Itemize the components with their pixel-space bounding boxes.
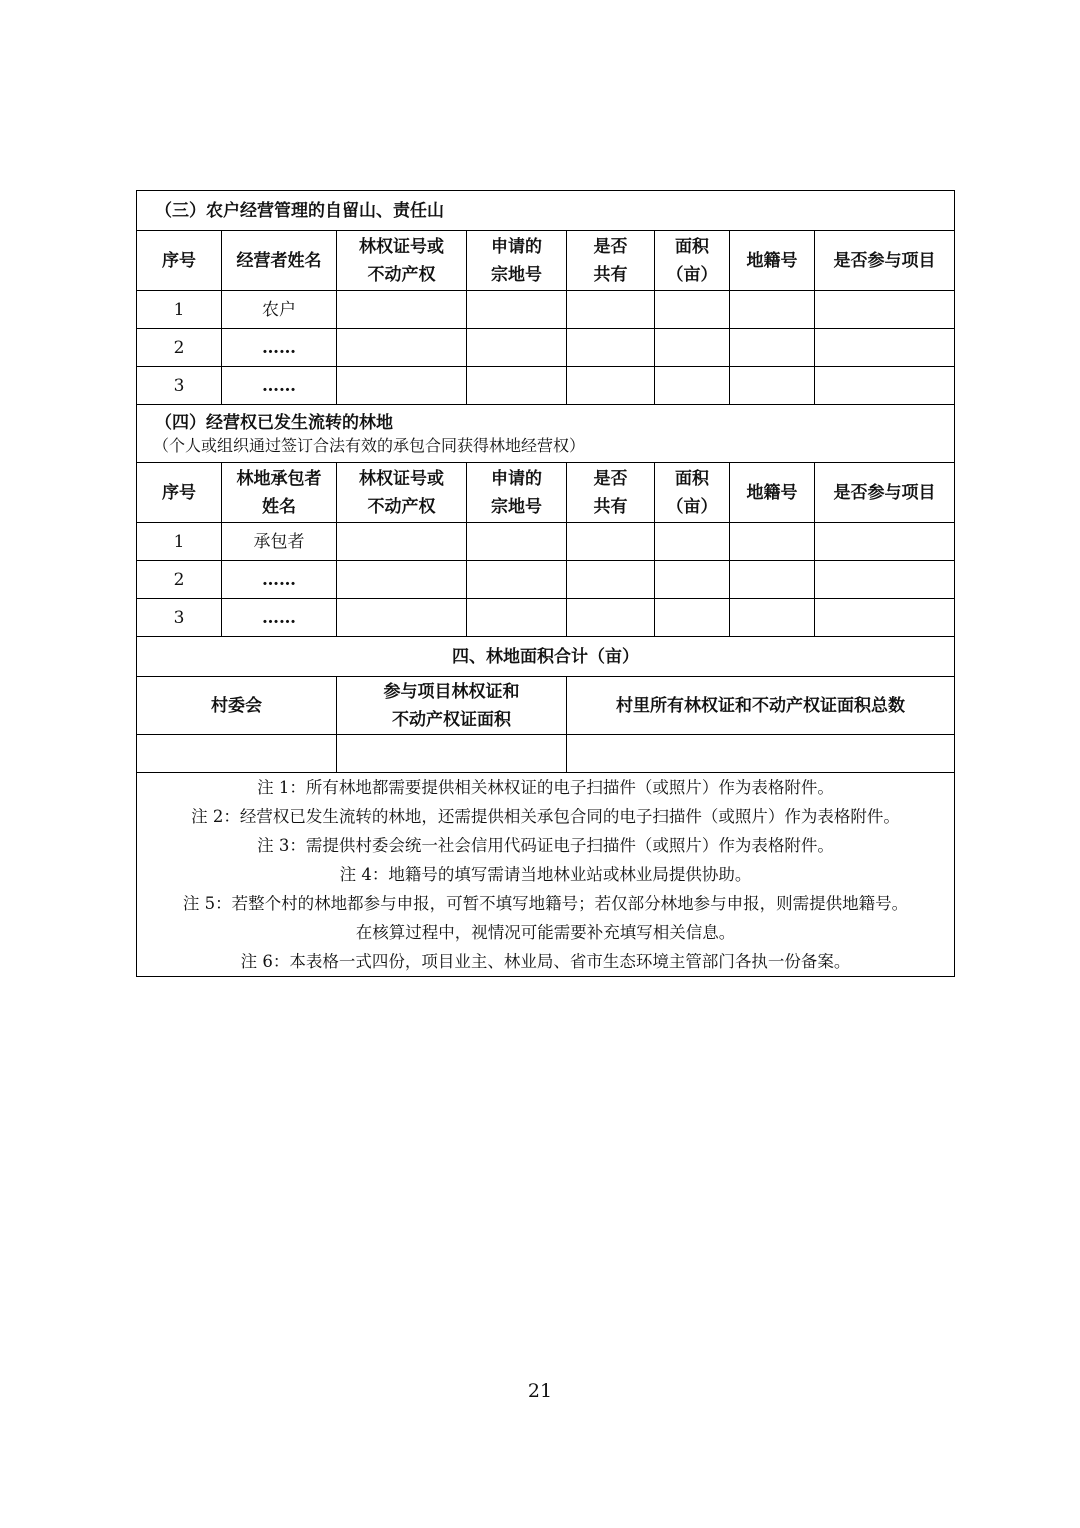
total-area-title: 四、林地面积合计（亩） [137, 637, 955, 677]
header-cadastral-no: 地籍号 [730, 231, 815, 291]
empty-cell[interactable] [567, 599, 655, 637]
row-name: …… [222, 599, 337, 637]
empty-cell[interactable] [337, 329, 467, 367]
header-participation: 是否参与项目 [815, 463, 955, 523]
note-4: 注 4：地籍号的填写需请当地林业站或林业局提供协助。 [339, 865, 752, 884]
empty-cell[interactable] [730, 523, 815, 561]
empty-cell[interactable] [815, 599, 955, 637]
empty-cell[interactable] [730, 599, 815, 637]
empty-cell[interactable] [467, 367, 567, 405]
section-4-subtitle: （个人或组织通过签订合法有效的承包合同获得林地经营权） [153, 435, 586, 455]
note-3: 注 3：需提供村委会统一社会信用代码证电子扫描件（或照片）作为表格附件。 [257, 836, 834, 855]
header-cadastral-no: 地籍号 [730, 463, 815, 523]
row-name: …… [222, 329, 337, 367]
forest-land-form-table [136, 190, 955, 977]
empty-cell[interactable] [337, 367, 467, 405]
table-row [137, 367, 955, 405]
row-serial: 3 [137, 367, 222, 405]
empty-cell[interactable] [655, 599, 730, 637]
empty-cell[interactable] [337, 599, 467, 637]
empty-cell[interactable] [815, 291, 955, 329]
empty-cell[interactable] [337, 523, 467, 561]
header-forest-cert: 林权证号或 不动产权 [337, 463, 467, 523]
empty-cell[interactable] [655, 367, 730, 405]
empty-cell[interactable] [467, 523, 567, 561]
note-6: 注 6：本表格一式四份，项目业主、林业局、省市生态环境主管部门各执一份备案。 [240, 952, 851, 971]
empty-cell[interactable] [730, 561, 815, 599]
row-name: 承包者 [222, 523, 337, 561]
total-value-row [137, 735, 955, 773]
row-serial: 2 [137, 329, 222, 367]
empty-cell[interactable] [567, 735, 955, 773]
table-row [137, 561, 955, 599]
empty-cell[interactable] [567, 367, 655, 405]
section-4-header-row [137, 463, 955, 523]
empty-cell[interactable] [567, 561, 655, 599]
empty-cell[interactable] [730, 329, 815, 367]
empty-cell[interactable] [655, 291, 730, 329]
empty-cell[interactable] [815, 523, 955, 561]
empty-cell[interactable] [815, 367, 955, 405]
header-area: 面积 （亩） [655, 463, 730, 523]
empty-cell[interactable] [467, 329, 567, 367]
empty-cell[interactable] [337, 735, 567, 773]
table-row [137, 291, 955, 329]
header-operator-name: 经营者姓名 [222, 231, 337, 291]
row-serial: 2 [137, 561, 222, 599]
header-shared: 是否 共有 [567, 231, 655, 291]
empty-cell[interactable] [567, 523, 655, 561]
header-area: 面积 （亩） [655, 231, 730, 291]
empty-cell[interactable] [467, 599, 567, 637]
empty-cell[interactable] [467, 561, 567, 599]
total-header-row [137, 677, 955, 735]
empty-cell[interactable] [137, 735, 337, 773]
section-3-header-row [137, 231, 955, 291]
note-5-continued: 在核算过程中，视情况可能需要补充填写相关信息。 [355, 923, 736, 942]
header-total-cert-area: 村里所有林权证和不动产权证面积总数 [567, 677, 955, 735]
row-name: …… [222, 561, 337, 599]
header-forest-cert: 林权证号或 不动产权 [337, 231, 467, 291]
row-serial: 3 [137, 599, 222, 637]
note-1: 注 1：所有林地都需要提供相关林权证的电子扫描件（或照片）作为表格附件。 [257, 778, 834, 797]
header-contractor-name: 林地承包者 姓名 [222, 463, 337, 523]
empty-cell[interactable] [815, 561, 955, 599]
header-participation: 是否参与项目 [815, 231, 955, 291]
page-number: 21 [527, 1380, 553, 1402]
table-row [137, 329, 955, 367]
empty-cell[interactable] [467, 291, 567, 329]
empty-cell[interactable] [567, 291, 655, 329]
row-serial: 1 [137, 523, 222, 561]
empty-cell[interactable] [730, 367, 815, 405]
empty-cell[interactable] [337, 291, 467, 329]
table-row [137, 523, 955, 561]
header-serial: 序号 [137, 463, 222, 523]
row-name: 农户 [222, 291, 337, 329]
section-3-title-row [137, 191, 955, 231]
row-name: …… [222, 367, 337, 405]
empty-cell[interactable] [730, 291, 815, 329]
section-3-title: （三）农户经营管理的自留山、责任山 [155, 200, 444, 221]
header-parcel-no: 申请的 宗地号 [467, 231, 567, 291]
header-shared: 是否 共有 [567, 463, 655, 523]
section-4-title: （四）经营权已发生流转的林地 [155, 412, 393, 433]
empty-cell[interactable] [655, 523, 730, 561]
empty-cell[interactable] [567, 329, 655, 367]
empty-cell[interactable] [337, 561, 467, 599]
empty-cell[interactable] [815, 329, 955, 367]
header-serial: 序号 [137, 231, 222, 291]
row-serial: 1 [137, 291, 222, 329]
empty-cell[interactable] [655, 561, 730, 599]
header-project-cert-area: 参与项目林权证和 不动产权证面积 [337, 677, 567, 735]
header-parcel-no: 申请的 宗地号 [467, 463, 567, 523]
total-title-row [137, 637, 955, 677]
header-village-committee: 村委会 [137, 677, 337, 735]
notes-row [137, 773, 955, 977]
section-4-title-row [137, 405, 955, 463]
note-2: 注 2：经营权已发生流转的林地，还需提供相关承包合同的电子扫描件（或照片）作为表格附件。 [191, 807, 900, 826]
empty-cell[interactable] [655, 329, 730, 367]
table-row [137, 599, 955, 637]
note-5: 注 5：若整个村的林地都参与申报，可暂不填写地籍号；若仅部分林地参与申报，则需提供地籍号。 [182, 894, 909, 913]
